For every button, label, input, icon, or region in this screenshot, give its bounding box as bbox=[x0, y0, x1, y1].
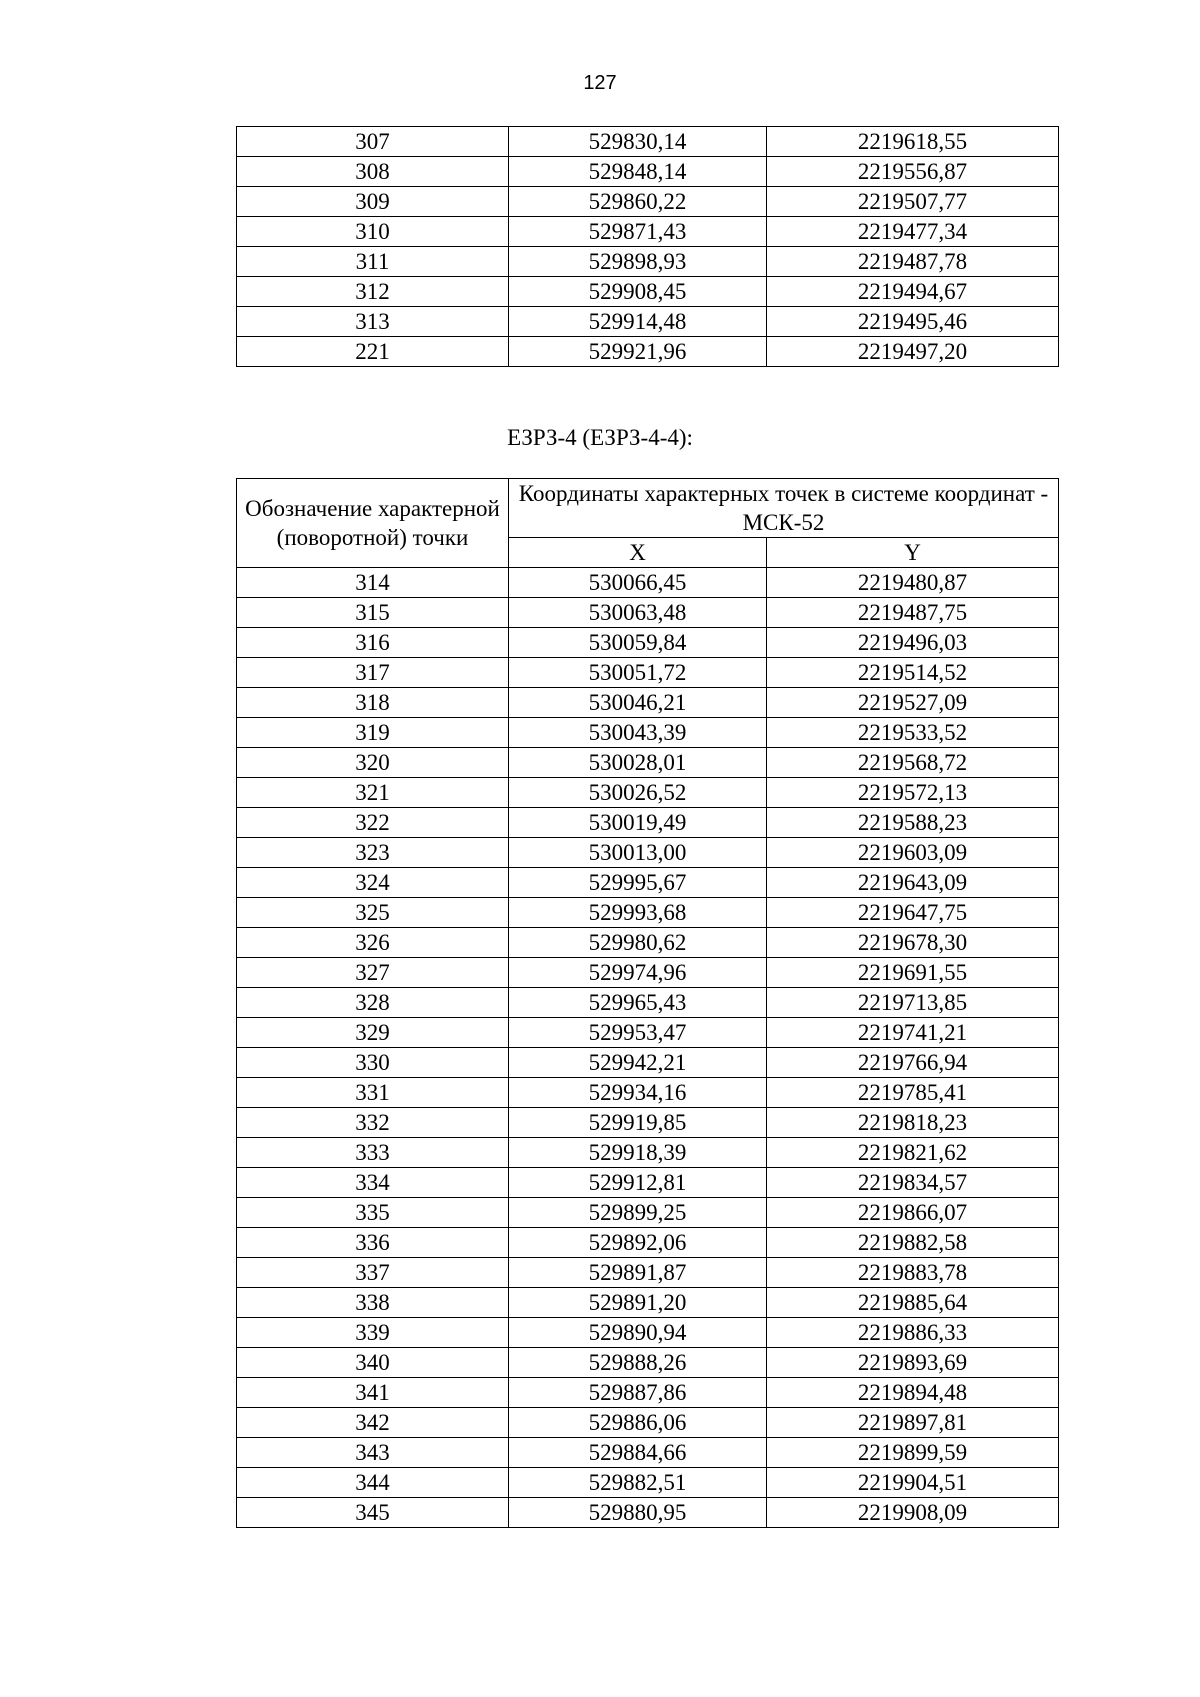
x-coordinate-cell: 529965,43 bbox=[509, 988, 767, 1018]
y-coordinate-cell: 2219904,51 bbox=[767, 1468, 1059, 1498]
table-row bbox=[237, 1018, 1059, 1048]
point-id-cell: 330 bbox=[237, 1048, 509, 1078]
table-row bbox=[237, 808, 1059, 838]
x-coordinate-cell: 529860,22 bbox=[509, 187, 767, 217]
y-coordinate-cell: 2219713,85 bbox=[767, 988, 1059, 1018]
point-id-cell: 221 bbox=[237, 337, 509, 367]
x-coordinate-cell: 530051,72 bbox=[509, 658, 767, 688]
y-coordinate-cell: 2219572,13 bbox=[767, 778, 1059, 808]
x-coordinate-cell: 530028,01 bbox=[509, 748, 767, 778]
y-coordinate-cell: 2219568,72 bbox=[767, 748, 1059, 778]
x-coordinate-cell: 530066,45 bbox=[509, 568, 767, 598]
point-id-cell: 344 bbox=[237, 1468, 509, 1498]
table-row bbox=[237, 157, 1059, 187]
x-coordinate-cell: 529919,85 bbox=[509, 1108, 767, 1138]
y-coordinate-cell: 2219477,34 bbox=[767, 217, 1059, 247]
table-row bbox=[237, 778, 1059, 808]
point-id-cell: 320 bbox=[237, 748, 509, 778]
y-coordinate-cell: 2219533,52 bbox=[767, 718, 1059, 748]
point-id-cell: 311 bbox=[237, 247, 509, 277]
x-coordinate-cell: 529974,96 bbox=[509, 958, 767, 988]
y-coordinate-cell: 2219487,75 bbox=[767, 598, 1059, 628]
y-coordinate-cell: 2219894,48 bbox=[767, 1378, 1059, 1408]
y-coordinate-cell: 2219514,52 bbox=[767, 658, 1059, 688]
table-row bbox=[237, 628, 1059, 658]
point-id-cell: 341 bbox=[237, 1378, 509, 1408]
table-row bbox=[237, 187, 1059, 217]
y-coordinate-cell: 2219886,33 bbox=[767, 1318, 1059, 1348]
point-id-cell: 313 bbox=[237, 307, 509, 337]
y-coordinate-cell: 2219494,67 bbox=[767, 277, 1059, 307]
point-id-cell: 307 bbox=[237, 127, 509, 157]
y-coordinate-cell: 2219618,55 bbox=[767, 127, 1059, 157]
y-coordinate-cell: 2219766,94 bbox=[767, 1048, 1059, 1078]
table-row bbox=[237, 898, 1059, 928]
y-coordinate-cell: 2219480,87 bbox=[767, 568, 1059, 598]
x-coordinate-cell: 530019,49 bbox=[509, 808, 767, 838]
x-coordinate-cell: 530063,48 bbox=[509, 598, 767, 628]
table-body bbox=[237, 127, 1059, 367]
point-id-cell: 317 bbox=[237, 658, 509, 688]
x-coordinate-cell: 529887,86 bbox=[509, 1378, 767, 1408]
table-header bbox=[237, 479, 1059, 568]
y-coordinate-cell: 2219897,81 bbox=[767, 1408, 1059, 1438]
y-coordinate-cell: 2219899,59 bbox=[767, 1438, 1059, 1468]
x-coordinate-cell: 530013,00 bbox=[509, 838, 767, 868]
y-coordinate-cell: 2219527,09 bbox=[767, 688, 1059, 718]
table-row bbox=[237, 1318, 1059, 1348]
point-id-cell: 337 bbox=[237, 1258, 509, 1288]
table-row bbox=[237, 247, 1059, 277]
table-row bbox=[237, 1438, 1059, 1468]
point-id-cell: 315 bbox=[237, 598, 509, 628]
x-coordinate-cell: 529830,14 bbox=[509, 127, 767, 157]
x-coordinate-cell: 529884,66 bbox=[509, 1438, 767, 1468]
point-id-cell: 327 bbox=[237, 958, 509, 988]
point-id-cell: 310 bbox=[237, 217, 509, 247]
header-x: X bbox=[509, 538, 767, 568]
y-coordinate-cell: 2219603,09 bbox=[767, 838, 1059, 868]
x-coordinate-cell: 529888,26 bbox=[509, 1348, 767, 1378]
table-row bbox=[237, 1498, 1059, 1528]
x-coordinate-cell: 529886,06 bbox=[509, 1408, 767, 1438]
y-coordinate-cell: 2219497,20 bbox=[767, 337, 1059, 367]
table-row bbox=[237, 277, 1059, 307]
point-id-cell: 345 bbox=[237, 1498, 509, 1528]
point-id-cell: 312 bbox=[237, 277, 509, 307]
y-coordinate-cell: 2219507,77 bbox=[767, 187, 1059, 217]
table-row bbox=[237, 1048, 1059, 1078]
point-id-cell: 336 bbox=[237, 1228, 509, 1258]
table-row bbox=[237, 568, 1059, 598]
point-id-cell: 314 bbox=[237, 568, 509, 598]
table-row bbox=[237, 1138, 1059, 1168]
point-id-cell: 324 bbox=[237, 868, 509, 898]
table-row bbox=[237, 307, 1059, 337]
y-coordinate-cell: 2219643,09 bbox=[767, 868, 1059, 898]
coordinates-table-continued bbox=[236, 126, 1059, 367]
table-row bbox=[237, 928, 1059, 958]
y-coordinate-cell: 2219883,78 bbox=[767, 1258, 1059, 1288]
table-row bbox=[237, 1228, 1059, 1258]
table-row bbox=[237, 688, 1059, 718]
x-coordinate-cell: 530046,21 bbox=[509, 688, 767, 718]
table-row bbox=[237, 337, 1059, 367]
y-coordinate-cell: 2219691,55 bbox=[767, 958, 1059, 988]
y-coordinate-cell: 2219818,23 bbox=[767, 1108, 1059, 1138]
table-row bbox=[237, 1258, 1059, 1288]
y-coordinate-cell: 2219866,07 bbox=[767, 1198, 1059, 1228]
x-coordinate-cell: 529934,16 bbox=[509, 1078, 767, 1108]
table-row bbox=[237, 598, 1059, 628]
table-row bbox=[237, 838, 1059, 868]
point-id-cell: 339 bbox=[237, 1318, 509, 1348]
point-id-cell: 326 bbox=[237, 928, 509, 958]
point-id-cell: 328 bbox=[237, 988, 509, 1018]
x-coordinate-cell: 530043,39 bbox=[509, 718, 767, 748]
table-row bbox=[237, 748, 1059, 778]
x-coordinate-cell: 529892,06 bbox=[509, 1228, 767, 1258]
table-row bbox=[237, 1468, 1059, 1498]
x-coordinate-cell: 529890,94 bbox=[509, 1318, 767, 1348]
table-row bbox=[237, 1348, 1059, 1378]
y-coordinate-cell: 2219588,23 bbox=[767, 808, 1059, 838]
table-row bbox=[237, 1078, 1059, 1108]
point-id-cell: 335 bbox=[237, 1198, 509, 1228]
table-row bbox=[237, 718, 1059, 748]
table-row bbox=[237, 658, 1059, 688]
point-id-cell: 321 bbox=[237, 778, 509, 808]
x-coordinate-cell: 529891,20 bbox=[509, 1288, 767, 1318]
point-id-cell: 325 bbox=[237, 898, 509, 928]
point-id-cell: 333 bbox=[237, 1138, 509, 1168]
table-row bbox=[237, 1288, 1059, 1318]
table-row bbox=[237, 1108, 1059, 1138]
point-id-cell: 331 bbox=[237, 1078, 509, 1108]
point-id-cell: 334 bbox=[237, 1168, 509, 1198]
y-coordinate-cell: 2219885,64 bbox=[767, 1288, 1059, 1318]
table-row bbox=[237, 988, 1059, 1018]
x-coordinate-cell: 529912,81 bbox=[509, 1168, 767, 1198]
x-coordinate-cell: 529993,68 bbox=[509, 898, 767, 928]
y-coordinate-cell: 2219647,75 bbox=[767, 898, 1059, 928]
x-coordinate-cell: 529899,25 bbox=[509, 1198, 767, 1228]
point-id-cell: 343 bbox=[237, 1438, 509, 1468]
x-coordinate-cell: 529882,51 bbox=[509, 1468, 767, 1498]
table-row bbox=[237, 1408, 1059, 1438]
x-coordinate-cell: 530059,84 bbox=[509, 628, 767, 658]
page-number: 127 bbox=[583, 72, 617, 94]
table-row bbox=[237, 127, 1059, 157]
point-id-cell: 329 bbox=[237, 1018, 509, 1048]
section-title: ЕЗРЗ-4 (ЕЗРЗ-4-4): bbox=[507, 425, 693, 450]
x-coordinate-cell: 529898,93 bbox=[509, 247, 767, 277]
x-coordinate-cell: 529880,95 bbox=[509, 1498, 767, 1528]
x-coordinate-cell: 529942,21 bbox=[509, 1048, 767, 1078]
y-coordinate-cell: 2219495,46 bbox=[767, 307, 1059, 337]
x-coordinate-cell: 529980,62 bbox=[509, 928, 767, 958]
point-id-cell: 338 bbox=[237, 1288, 509, 1318]
x-coordinate-cell: 529995,67 bbox=[509, 868, 767, 898]
x-coordinate-cell: 529918,39 bbox=[509, 1138, 767, 1168]
y-coordinate-cell: 2219487,78 bbox=[767, 247, 1059, 277]
table-row bbox=[237, 958, 1059, 988]
y-coordinate-cell: 2219882,58 bbox=[767, 1228, 1059, 1258]
y-coordinate-cell: 2219785,41 bbox=[767, 1078, 1059, 1108]
table-row bbox=[237, 217, 1059, 247]
point-id-cell: 322 bbox=[237, 808, 509, 838]
point-id-cell: 342 bbox=[237, 1408, 509, 1438]
coordinates-table-ezrz-4 bbox=[236, 478, 1059, 1528]
y-coordinate-cell: 2219496,03 bbox=[767, 628, 1059, 658]
table-body bbox=[237, 568, 1059, 1528]
x-coordinate-cell: 529891,87 bbox=[509, 1258, 767, 1288]
header-coords-label: Координаты характерных точек в системе координат - МСК-52 bbox=[509, 479, 1059, 538]
y-coordinate-cell: 2219678,30 bbox=[767, 928, 1059, 958]
point-id-cell: 319 bbox=[237, 718, 509, 748]
point-id-cell: 318 bbox=[237, 688, 509, 718]
x-coordinate-cell: 529871,43 bbox=[509, 217, 767, 247]
point-id-cell: 309 bbox=[237, 187, 509, 217]
point-id-cell: 308 bbox=[237, 157, 509, 187]
header-point-label: Обозначение характерной (поворотной) точки bbox=[237, 479, 509, 568]
x-coordinate-cell: 530026,52 bbox=[509, 778, 767, 808]
y-coordinate-cell: 2219834,57 bbox=[767, 1168, 1059, 1198]
y-coordinate-cell: 2219821,62 bbox=[767, 1138, 1059, 1168]
table-row bbox=[237, 868, 1059, 898]
point-id-cell: 340 bbox=[237, 1348, 509, 1378]
header-y: Y bbox=[767, 538, 1059, 568]
point-id-cell: 316 bbox=[237, 628, 509, 658]
x-coordinate-cell: 529953,47 bbox=[509, 1018, 767, 1048]
table-row bbox=[237, 1378, 1059, 1408]
y-coordinate-cell: 2219893,69 bbox=[767, 1348, 1059, 1378]
table-row bbox=[237, 1168, 1059, 1198]
table-row bbox=[237, 1198, 1059, 1228]
point-id-cell: 323 bbox=[237, 838, 509, 868]
x-coordinate-cell: 529848,14 bbox=[509, 157, 767, 187]
x-coordinate-cell: 529914,48 bbox=[509, 307, 767, 337]
point-id-cell: 332 bbox=[237, 1108, 509, 1138]
x-coordinate-cell: 529921,96 bbox=[509, 337, 767, 367]
y-coordinate-cell: 2219556,87 bbox=[767, 157, 1059, 187]
y-coordinate-cell: 2219908,09 bbox=[767, 1498, 1059, 1528]
x-coordinate-cell: 529908,45 bbox=[509, 277, 767, 307]
y-coordinate-cell: 2219741,21 bbox=[767, 1018, 1059, 1048]
